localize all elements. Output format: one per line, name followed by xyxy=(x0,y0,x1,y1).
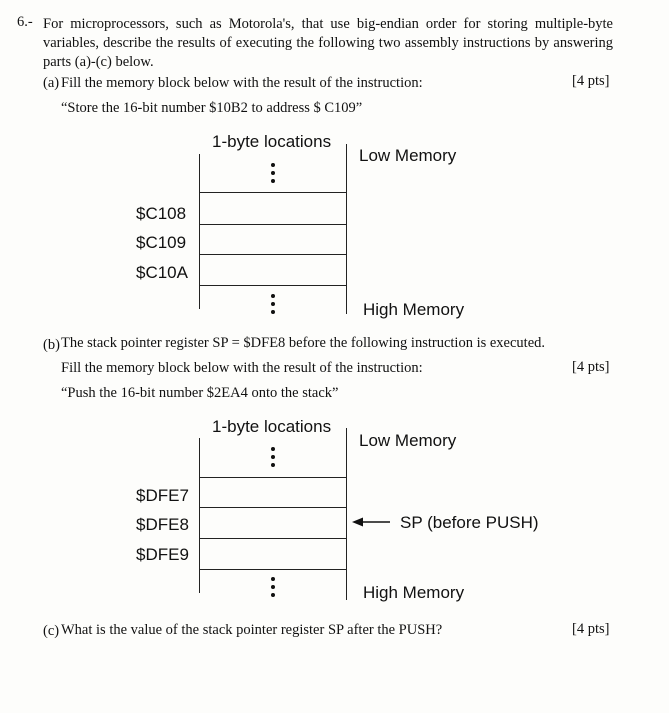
part-c-points: [4 pts] xyxy=(572,621,610,637)
diagram-b-row-line xyxy=(200,569,346,570)
sp-before-push-label: SP (before PUSH) xyxy=(400,513,539,532)
diagram-a-ellipsis-bottom xyxy=(271,294,275,318)
diagram-b-row-line xyxy=(200,538,346,539)
diagram-b-ellipsis-bottom xyxy=(271,577,275,601)
part-a-instruction: “Store the 16-bit number $10B2 to address $ C109” xyxy=(61,100,363,116)
part-a-label: (a) xyxy=(43,75,60,91)
diagram-a-address-c10a: $C10A xyxy=(136,263,188,282)
diagram-b-row-line xyxy=(200,507,346,508)
diagram-a-row-line xyxy=(200,285,346,286)
part-a-prompt: Fill the memory block below with the result of the instruction: xyxy=(61,75,423,91)
part-b-instruction: “Push the 16-bit number $2EA4 onto the stack” xyxy=(61,385,339,401)
diagram-a-address-c109: $C109 xyxy=(136,233,187,252)
diagram-a-address-c108: $C108 xyxy=(136,204,187,223)
question-number: 6.- xyxy=(17,14,33,30)
sp-arrow-icon xyxy=(352,517,392,527)
question-intro: For microprocessors, such as Motorola's, that use big-endian order for storing multiple-byte variables, describe the results of executing the following two assembly instructions by answering parts (a)-(c) below. xyxy=(43,16,613,70)
diagram-b-right-border xyxy=(346,428,347,600)
diagram-b-header: 1-byte locations xyxy=(212,417,332,436)
diagram-b-address-dfe8: $DFE8 xyxy=(136,515,189,534)
part-b-prompt: Fill the memory block below with the result of the instruction: xyxy=(61,360,423,376)
diagram-a-high-memory: High Memory xyxy=(363,300,465,319)
diagram-b-high-memory: High Memory xyxy=(363,583,465,602)
diagram-b-address-dfe7: $DFE7 xyxy=(136,486,189,505)
diagram-a-ellipsis-top xyxy=(271,163,275,187)
diagram-b-low-memory: Low Memory xyxy=(359,431,457,450)
diagram-a-row-line xyxy=(200,192,346,193)
diagram-a-row-line xyxy=(200,224,346,225)
diagram-a-header: 1-byte locations xyxy=(212,132,332,151)
part-c-prompt: What is the value of the stack pointer register SP after the PUSH? xyxy=(61,622,443,638)
diagram-b-ellipsis-top xyxy=(271,447,275,471)
diagram-a-right-border xyxy=(346,144,347,314)
part-c-label: (c) xyxy=(43,623,60,639)
diagram-b-row-line xyxy=(200,477,346,478)
part-b-label: (b) xyxy=(43,337,60,353)
diagram-a-row-line xyxy=(200,254,346,255)
part-a-points: [4 pts] xyxy=(572,73,610,89)
part-b-points: [4 pts] xyxy=(572,359,610,375)
diagram-a-low-memory: Low Memory xyxy=(359,146,457,165)
part-b-line1: The stack pointer register SP = $DFE8 before the following instruction is executed. xyxy=(61,335,546,351)
diagram-b-address-dfe9: $DFE9 xyxy=(136,545,189,564)
